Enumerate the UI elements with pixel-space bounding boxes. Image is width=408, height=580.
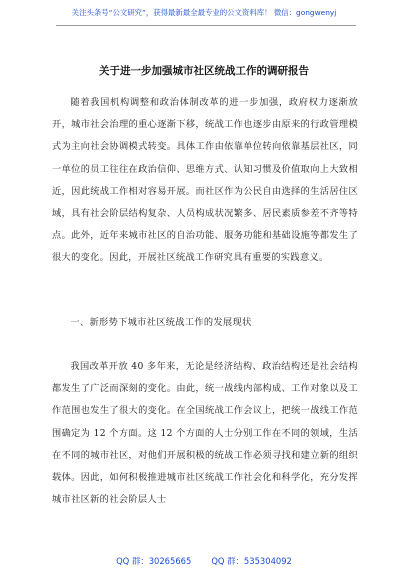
footer-qq-group-2: QQ 群：535304092: [211, 556, 292, 566]
footer-qq-group-1: QQ 群：30265665: [116, 556, 192, 566]
header-banner: 关注头条号“公文研究”，获得最新最全最专业的公文资料库！ 微信：gongwenyj: [71, 8, 337, 17]
document-title: 关于进一步加强城市社区统战工作的调研报告: [99, 65, 309, 77]
section-heading-1: 一、新形势下城市社区统战工作的发展现状: [70, 317, 252, 328]
body-paragraph-2: 我国改革开放 40 多年来，无论是经济结构、政治结构还是社会结构都发生了广泛而深刻的变化。由此，统一战线内部构成、工作对象以及工作范围也发生了很大的变化。在全国统战工作会议上，把统一战线工作范围确定为 12 个方面。这 12 个方面的人士分别工作在不同的领域，生活在不同的城市社区，对他们开展积极的统战工作必须寻找和建立新的组织载体。因此，如何积极推进城市社区统战工作社会化和科学化，充分发挥城市社区新的社会阶层人士: [52, 361, 358, 506]
header-divider: [56, 25, 356, 26]
body-paragraph-1: 随着我国机构调整和政治体制改革的进一步加强，政府权力逐渐放开，城市社会治理的重心逐渐下移，统战工作也逐步由原来的行政管理模式为主向社会协调模式转变。具体工作由依靠单位转向依靠基层社区，同一单位的员工往往在政治信仰、思维方式、认知习惯及价值取向上大致相近，因此统战工作相对容易开展。而社区作为公民自由选择的生活居住区域，具有社会阶层结构复杂、人员构成状况繁多、居民素质参差不齐等特点。此外，近年来城市社区的自治功能、服务功能和基础设施等都发生了很大的变化。因此，开展社区统战工作研究具有重要的实践意义。: [52, 97, 358, 264]
footer-contact: [0, 555, 408, 567]
